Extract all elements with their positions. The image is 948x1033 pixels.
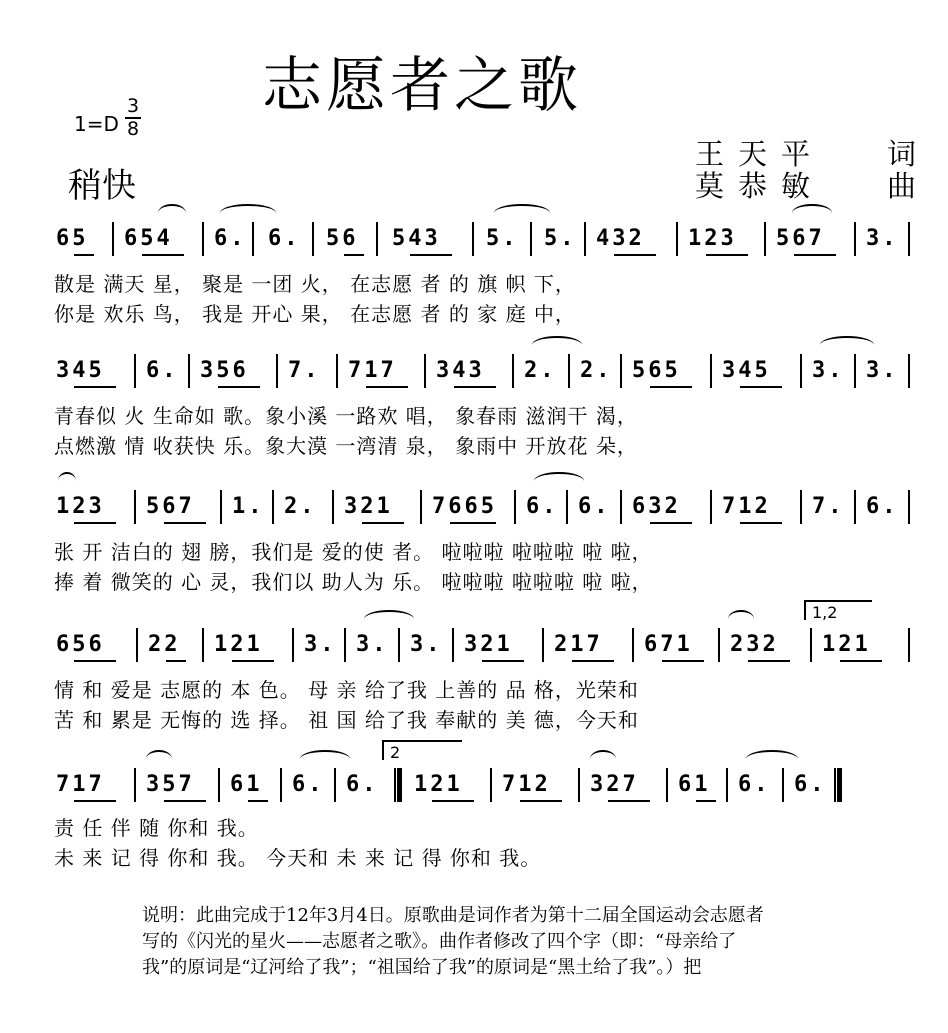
barline: [280, 768, 282, 802]
barline: [666, 768, 668, 802]
measure: 3.: [304, 632, 337, 657]
composer-role: 曲: [887, 169, 917, 203]
time-denominator: 8: [126, 118, 140, 140]
barline: [472, 222, 474, 256]
barline: [202, 222, 204, 256]
lyric-line: 你是 欢乐 鸟， 我是 开心 果， 在志愿 者 的 家 庭 中，: [54, 302, 576, 326]
measure: 6.: [866, 494, 899, 519]
barline: [908, 628, 910, 662]
beam-underline: [748, 660, 790, 662]
barline: [908, 490, 910, 524]
barline: [810, 628, 812, 662]
measure: 123: [56, 494, 105, 519]
measure: 343: [436, 358, 485, 383]
barline: [112, 222, 114, 256]
lyric-line: 情 和 爱是 志愿的 本 色。 母 亲 给了我 上善的 品 格，光荣和: [54, 678, 639, 702]
measure: 632: [632, 494, 681, 519]
tie-arc: [746, 750, 798, 768]
beam-underline: [696, 800, 716, 802]
barline: [800, 490, 802, 524]
beam-underline: [706, 254, 748, 256]
beam-underline: [74, 660, 116, 662]
measure: 712: [722, 494, 771, 519]
beam-underline: [74, 386, 116, 388]
measure: 717: [56, 772, 105, 797]
barline: [452, 628, 454, 662]
measure: 654: [124, 226, 173, 251]
barline: [908, 354, 910, 388]
barline: [420, 490, 422, 524]
measure: 5.: [544, 226, 577, 251]
beam-underline: [74, 522, 116, 524]
tempo-marking: 稍快: [68, 166, 136, 206]
barline: [566, 490, 568, 524]
music-row-4: [54, 626, 914, 664]
tie-arc: [494, 204, 550, 222]
measure: 327: [590, 772, 639, 797]
beam-underline: [450, 522, 496, 524]
beam-underline: [740, 386, 782, 388]
measure: 6.: [214, 226, 247, 251]
music-row-2: [54, 352, 914, 390]
barline: [854, 222, 856, 256]
barline: [632, 628, 634, 662]
barline: [764, 222, 766, 256]
barline: [530, 222, 532, 256]
music-row-3: [54, 488, 914, 526]
beam-underline: [344, 254, 364, 256]
barline: [334, 768, 336, 802]
barline: [344, 628, 346, 662]
measure: 567: [146, 494, 195, 519]
beam-underline: [218, 386, 260, 388]
measure: 712: [502, 772, 551, 797]
measure: 217: [554, 632, 603, 657]
barline: [782, 768, 784, 802]
barline: [272, 490, 274, 524]
lyricist-role: 词: [887, 137, 917, 171]
measure: 121: [822, 632, 871, 657]
barline: [202, 628, 204, 662]
measure: 671: [644, 632, 693, 657]
measure: 22: [148, 632, 181, 657]
measure: 6.: [292, 772, 325, 797]
barline: [718, 628, 720, 662]
music-row-1: [54, 220, 914, 258]
measure: 432: [596, 226, 645, 251]
beam-underline: [454, 386, 496, 388]
measure: 123: [688, 226, 737, 251]
measure: 2.: [524, 358, 557, 383]
barline: [514, 490, 516, 524]
beam-underline: [164, 522, 206, 524]
beam-underline: [366, 386, 408, 388]
lyric-line: 责 任 伴 随 你和 我。: [54, 816, 259, 840]
beam-underline: [740, 522, 782, 524]
barline: [424, 354, 426, 388]
barline: [584, 222, 586, 256]
measure: 5.: [486, 226, 519, 251]
key-signature: 1=D: [74, 112, 119, 136]
beam-underline: [840, 660, 882, 662]
measure: 567: [776, 226, 825, 251]
barline: [336, 354, 338, 388]
beam-underline: [166, 660, 186, 662]
measure: 2.: [580, 358, 613, 383]
barline: [726, 768, 728, 802]
time-numerator: 3: [126, 95, 140, 117]
barline: [578, 768, 580, 802]
music-row-5: [54, 766, 914, 804]
lyric-line: 捧 着 微笑的 心 灵，我们以 助人为 乐。 啦啦啦 啦啦啦 啦 啦，: [54, 570, 653, 594]
measure: 3.: [866, 358, 899, 383]
measure: 565: [632, 358, 681, 383]
barline: [394, 768, 402, 802]
measure: 3.: [866, 226, 899, 251]
beam-underline: [362, 522, 404, 524]
barline: [620, 490, 622, 524]
measure: 121: [214, 632, 263, 657]
barline: [676, 222, 678, 256]
tie-arc: [146, 750, 172, 768]
lyric-line: 散是 满天 星， 聚是 一团 火， 在志愿 者 的 旗 帜 下，: [54, 272, 576, 296]
measure: 3.: [356, 632, 389, 657]
barline: [854, 354, 856, 388]
barline: [710, 354, 712, 388]
measure: 61: [678, 772, 711, 797]
footnote: 说明：此曲完成于12年3月4日。原歌曲是词作者为第十二届全国运动会志愿者写的《闪光的星火——志愿者之歌》。曲作者修改了四个字（即：“母亲给了我”的原词是“辽河给了我”；“祖国给了我”的原词是“黑土给了我”。）把: [142, 905, 764, 978]
beam-underline: [232, 660, 274, 662]
measure: 1.: [232, 494, 265, 519]
time-signature: [125, 96, 141, 140]
barline: [834, 768, 842, 802]
lyric-line: 苦 和 累是 无悔的 选 择。 祖 国 给了我 奉献的 美 德，今天和: [54, 708, 639, 732]
tie-arc: [158, 204, 186, 222]
beam-underline: [520, 800, 562, 802]
measure: 61: [230, 772, 263, 797]
barline: [542, 628, 544, 662]
beam-underline: [74, 254, 94, 256]
beam-underline: [432, 800, 474, 802]
tie-arc: [534, 472, 584, 490]
composer-name: 莫恭敏: [695, 169, 825, 203]
measure: 56: [326, 226, 359, 251]
measure: 7665: [432, 494, 497, 519]
barline: [188, 354, 190, 388]
measure: 2.: [284, 494, 317, 519]
measure: 357: [146, 772, 195, 797]
beam-underline: [662, 660, 704, 662]
beam-underline: [74, 800, 116, 802]
measure: 6.: [146, 358, 179, 383]
barline: [220, 490, 222, 524]
lyric-line: 青春似 火 生命如 歌。象小溪 一路欢 唱， 象春雨 滋润干 渴，: [54, 404, 638, 428]
tie-arc: [728, 610, 754, 628]
barline: [252, 222, 254, 256]
measure: 717: [348, 358, 397, 383]
barline: [512, 354, 514, 388]
tie-arc: [590, 750, 616, 768]
barline: [908, 222, 910, 256]
tie-arc: [364, 610, 414, 628]
measure: 3.: [812, 358, 845, 383]
barline: [134, 490, 136, 524]
beam-underline: [572, 660, 614, 662]
barline: [276, 354, 278, 388]
beam-underline: [410, 254, 452, 256]
lyric-line: 未 来 记 得 你和 我。 今天和 未 来 记 得 你和 我。: [54, 846, 542, 870]
song-title: 志愿者之歌: [262, 51, 582, 121]
barline: [490, 768, 492, 802]
measure: 543: [392, 226, 441, 251]
beam-underline: [164, 800, 206, 802]
measure: 65: [56, 226, 89, 251]
barline: [332, 490, 334, 524]
beam-underline: [608, 800, 650, 802]
barline: [568, 354, 570, 388]
barline: [620, 354, 622, 388]
barline: [312, 222, 314, 256]
measure: 321: [344, 494, 393, 519]
measure: 6.: [738, 772, 771, 797]
composer-credit: [695, 164, 917, 205]
barline: [134, 768, 136, 802]
volta-bracket-2: 2: [382, 740, 462, 760]
measure: 345: [722, 358, 771, 383]
lyric-line: 点燃激 情 收获快 乐。象大漠 一湾清 泉， 象雨中 开放花 朵，: [54, 434, 638, 458]
measure: 3.: [410, 632, 443, 657]
beam-underline: [614, 254, 656, 256]
measure: 656: [56, 632, 105, 657]
beam-underline: [650, 522, 692, 524]
measure: 7.: [288, 358, 321, 383]
barline: [800, 354, 802, 388]
tie-arc: [792, 204, 832, 222]
measure: 6.: [578, 494, 611, 519]
tie-arc: [58, 472, 76, 490]
measure: 232: [730, 632, 779, 657]
volta-bracket-1: 1,2: [804, 600, 872, 620]
beam-underline: [482, 660, 524, 662]
barline: [398, 628, 400, 662]
beam-underline: [248, 800, 268, 802]
barline: [134, 354, 136, 388]
measure: 6.: [346, 772, 379, 797]
measure: 356: [200, 358, 249, 383]
barline: [710, 490, 712, 524]
measure: 6.: [268, 226, 301, 251]
tie-arc: [532, 336, 582, 354]
lyric-line: 张 开 洁白的 翅 膀，我们是 爱的使 者。 啦啦啦 啦啦啦 啦 啦，: [54, 540, 653, 564]
measure: 121: [414, 772, 463, 797]
measure: 6.: [526, 494, 559, 519]
measure: 7.: [812, 494, 845, 519]
beam-underline: [650, 386, 692, 388]
lyricist-name: 王天平: [695, 137, 825, 171]
measure: 6.: [794, 772, 827, 797]
measure: 321: [464, 632, 513, 657]
barline: [136, 628, 138, 662]
measure: 345: [56, 358, 105, 383]
tie-arc: [300, 750, 350, 768]
barline: [854, 490, 856, 524]
barline: [376, 222, 378, 256]
beam-underline: [142, 254, 184, 256]
beam-underline: [794, 254, 836, 256]
barline: [292, 628, 294, 662]
barline: [218, 768, 220, 802]
